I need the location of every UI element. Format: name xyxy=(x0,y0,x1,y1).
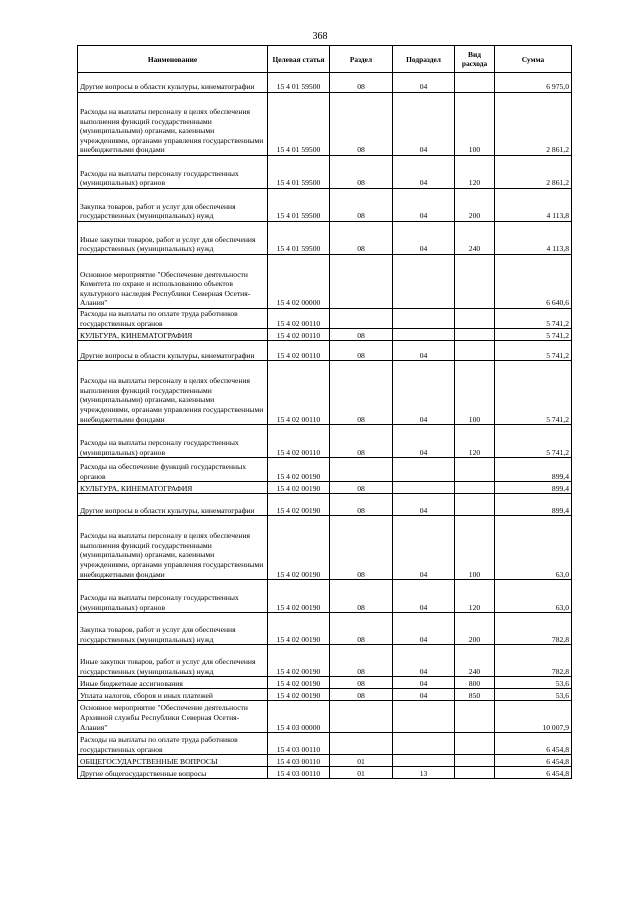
header-section: Раздел xyxy=(330,46,393,73)
row-amount-cell: 4 113,8 xyxy=(495,222,572,255)
row-article-cell: 15 4 02 00190 xyxy=(268,613,330,645)
row-name-cell: Другие вопросы в области культуры, кинематографии xyxy=(78,341,268,361)
table-row xyxy=(78,689,572,701)
row-subsection-cell: 04 xyxy=(393,189,455,222)
row-subsection-cell xyxy=(393,701,455,733)
row-article-cell: 15 4 01 59500 xyxy=(268,93,330,156)
row-section-cell: 08 xyxy=(330,580,393,613)
row-article-cell: 15 4 02 00190 xyxy=(268,458,330,482)
table-row xyxy=(78,425,572,458)
row-section-cell: 08 xyxy=(330,341,393,361)
table-header-row xyxy=(78,46,572,73)
row-section-cell: 08 xyxy=(330,222,393,255)
row-subsection-cell: 04 xyxy=(393,645,455,677)
row-name-cell: КУЛЬТУРА, КИНЕМАТОГРАФИЯ xyxy=(78,329,268,341)
table-row xyxy=(78,613,572,645)
row-section-cell: 08 xyxy=(330,93,393,156)
row-name-cell: Другие вопросы в области культуры, кинематографии xyxy=(78,494,268,516)
row-article-cell: 15 4 01 59500 xyxy=(268,156,330,189)
row-name-cell: Расходы на выплаты по оплате труда работников государственных органов xyxy=(78,309,268,329)
row-section-cell xyxy=(330,733,393,755)
row-expense-type-cell xyxy=(455,73,495,93)
row-amount-cell: 2 861,2 xyxy=(495,93,572,156)
row-section-cell xyxy=(330,458,393,482)
row-article-cell: 15 4 02 00190 xyxy=(268,482,330,494)
row-name-cell: КУЛЬТУРА, КИНЕМАТОГРАФИЯ xyxy=(78,482,268,494)
row-amount-cell: 5 741,2 xyxy=(495,341,572,361)
row-name-cell: Расходы на выплаты персоналу государственных (муниципальных) органов xyxy=(78,580,268,613)
row-article-cell: 15 4 02 00190 xyxy=(268,689,330,701)
row-expense-type-cell xyxy=(455,733,495,755)
row-section-cell: 08 xyxy=(330,189,393,222)
table-row xyxy=(78,189,572,222)
row-amount-cell: 6 454,8 xyxy=(495,733,572,755)
row-subsection-cell: 04 xyxy=(393,222,455,255)
header-subsection: Подраздел xyxy=(393,46,455,73)
row-amount-cell: 10 007,9 xyxy=(495,701,572,733)
row-amount-cell: 5 741,2 xyxy=(495,361,572,425)
row-amount-cell: 53,6 xyxy=(495,689,572,701)
row-section-cell: 08 xyxy=(330,613,393,645)
row-amount-cell: 4 113,8 xyxy=(495,189,572,222)
row-section-cell: 08 xyxy=(330,645,393,677)
header-article: Целевая статья xyxy=(268,46,330,73)
row-expense-type-cell xyxy=(455,482,495,494)
row-amount-cell: 53,6 xyxy=(495,677,572,689)
row-expense-type-cell: 120 xyxy=(455,580,495,613)
row-article-cell: 15 4 02 00000 xyxy=(268,255,330,309)
row-name-cell: Другие общегосударственные вопросы xyxy=(78,767,268,779)
row-amount-cell: 899,4 xyxy=(495,494,572,516)
row-amount-cell: 6 454,8 xyxy=(495,755,572,767)
row-article-cell: 15 4 01 59500 xyxy=(268,73,330,93)
row-subsection-cell: 04 xyxy=(393,156,455,189)
row-expense-type-cell xyxy=(455,767,495,779)
row-name-cell: Уплата налогов, сборов и иных платежей xyxy=(78,689,268,701)
row-expense-type-cell: 100 xyxy=(455,516,495,580)
row-subsection-cell xyxy=(393,458,455,482)
row-expense-type-cell: 240 xyxy=(455,645,495,677)
row-amount-cell: 6 640,6 xyxy=(495,255,572,309)
row-subsection-cell: 04 xyxy=(393,516,455,580)
row-subsection-cell: 04 xyxy=(393,361,455,425)
row-name-cell: Расходы на выплаты персоналу государственных (муниципальных) органов xyxy=(78,156,268,189)
row-article-cell: 15 4 02 00110 xyxy=(268,425,330,458)
header-name: Наименование xyxy=(78,46,268,73)
table-row xyxy=(78,767,572,779)
table-row xyxy=(78,255,572,309)
row-name-cell: Закупка товаров, работ и услуг для обеспечения государственных (муниципальных) нужд xyxy=(78,189,268,222)
row-article-cell: 15 4 02 00190 xyxy=(268,645,330,677)
row-amount-cell: 782,8 xyxy=(495,645,572,677)
row-subsection-cell: 04 xyxy=(393,689,455,701)
row-article-cell: 15 4 02 00110 xyxy=(268,341,330,361)
row-expense-type-cell xyxy=(455,494,495,516)
row-section-cell xyxy=(330,701,393,733)
row-section-cell: 08 xyxy=(330,516,393,580)
row-amount-cell: 6 975,0 xyxy=(495,73,572,93)
row-name-cell: Расходы на выплаты персоналу государственных (муниципальных) органов xyxy=(78,425,268,458)
row-section-cell xyxy=(330,309,393,329)
table-row xyxy=(78,755,572,767)
row-name-cell: Основное мероприятие "Обеспечение деятельности Архивной службы Республики Северная Осетия-Алания" xyxy=(78,701,268,733)
row-section-cell: 08 xyxy=(330,73,393,93)
row-amount-cell: 5 741,2 xyxy=(495,309,572,329)
row-subsection-cell: 04 xyxy=(393,494,455,516)
row-amount-cell: 6 454,8 xyxy=(495,767,572,779)
row-subsection-cell: 04 xyxy=(393,93,455,156)
row-expense-type-cell: 240 xyxy=(455,222,495,255)
table-row xyxy=(78,580,572,613)
row-amount-cell: 5 741,2 xyxy=(495,425,572,458)
row-section-cell: 01 xyxy=(330,755,393,767)
row-subsection-cell: 04 xyxy=(393,677,455,689)
row-section-cell: 08 xyxy=(330,689,393,701)
row-name-cell: Расходы на выплаты персоналу в целях обеспечения выполнения функций государственными (муниципальными) органами, казенными учреждениями, органами управления государственными внебюджетными фондами xyxy=(78,361,268,425)
row-subsection-cell: 04 xyxy=(393,580,455,613)
row-amount-cell: 63,0 xyxy=(495,580,572,613)
page-number: 368 xyxy=(312,31,328,42)
row-section-cell: 08 xyxy=(330,361,393,425)
row-article-cell: 15 4 02 00190 xyxy=(268,494,330,516)
row-section-cell: 08 xyxy=(330,677,393,689)
row-expense-type-cell: 200 xyxy=(455,613,495,645)
table-row xyxy=(78,494,572,516)
row-amount-cell: 899,4 xyxy=(495,482,572,494)
table-row xyxy=(78,516,572,580)
row-expense-type-cell xyxy=(455,458,495,482)
row-subsection-cell xyxy=(393,733,455,755)
row-expense-type-cell: 120 xyxy=(455,156,495,189)
table-row xyxy=(78,677,572,689)
row-name-cell: Расходы на выплаты персоналу в целях обеспечения выполнения функций государственными (муниципальными) органами, казенными учреждениями, органами управления государственными внебюджетными фондами xyxy=(78,516,268,580)
row-article-cell: 15 4 02 00190 xyxy=(268,677,330,689)
table-row xyxy=(78,361,572,425)
row-expense-type-cell xyxy=(455,329,495,341)
table-row xyxy=(78,482,572,494)
row-subsection-cell: 04 xyxy=(393,425,455,458)
row-subsection-cell: 04 xyxy=(393,73,455,93)
row-section-cell: 08 xyxy=(330,425,393,458)
row-name-cell: Иные закупки товаров, работ и услуг для обеспечения государственных (муниципальных) нужд xyxy=(78,645,268,677)
row-section-cell: 08 xyxy=(330,494,393,516)
row-name-cell: Закупка товаров, работ и услуг для обеспечения государственных (муниципальных) нужд xyxy=(78,613,268,645)
table-row xyxy=(78,329,572,341)
row-amount-cell: 63,0 xyxy=(495,516,572,580)
row-expense-type-cell: 800 xyxy=(455,677,495,689)
row-section-cell: 08 xyxy=(330,482,393,494)
row-article-cell: 15 4 02 00190 xyxy=(268,580,330,613)
row-expense-type-cell: 200 xyxy=(455,189,495,222)
row-expense-type-cell xyxy=(455,755,495,767)
row-subsection-cell xyxy=(393,329,455,341)
header-amount: Сумма xyxy=(495,46,572,73)
table-row xyxy=(78,341,572,361)
table-row xyxy=(78,309,572,329)
row-expense-type-cell: 120 xyxy=(455,425,495,458)
row-amount-cell: 782,8 xyxy=(495,613,572,645)
row-amount-cell: 5 741,2 xyxy=(495,329,572,341)
row-article-cell: 15 4 03 00110 xyxy=(268,733,330,755)
row-article-cell: 15 4 03 00000 xyxy=(268,701,330,733)
row-subsection-cell xyxy=(393,309,455,329)
row-section-cell: 01 xyxy=(330,767,393,779)
row-expense-type-cell xyxy=(455,255,495,309)
row-article-cell: 15 4 01 59500 xyxy=(268,222,330,255)
row-name-cell: Основное мероприятие "Обеспечение деятельности Комитета по охране и использованию объектов культурного наследия Республики Северная Осетия-Алания" xyxy=(78,255,268,309)
row-subsection-cell: 04 xyxy=(393,613,455,645)
row-name-cell: Иные бюджетные ассигнования xyxy=(78,677,268,689)
row-name-cell: Иные закупки товаров, работ и услуг для обеспечения государственных (муниципальных) нужд xyxy=(78,222,268,255)
table-row xyxy=(78,93,572,156)
budget-table xyxy=(77,45,572,779)
row-amount-cell: 2 861,2 xyxy=(495,156,572,189)
table-row xyxy=(78,645,572,677)
table-row xyxy=(78,156,572,189)
row-expense-type-cell xyxy=(455,341,495,361)
row-name-cell: ОБЩЕГОСУДАРСТВЕННЫЕ ВОПРОСЫ xyxy=(78,755,268,767)
row-article-cell: 15 4 01 59500 xyxy=(268,189,330,222)
row-subsection-cell: 04 xyxy=(393,341,455,361)
row-subsection-cell xyxy=(393,755,455,767)
row-article-cell: 15 4 02 00110 xyxy=(268,329,330,341)
row-name-cell: Расходы на обеспечение функций государственных органов xyxy=(78,458,268,482)
row-subsection-cell xyxy=(393,255,455,309)
row-article-cell: 15 4 02 00110 xyxy=(268,361,330,425)
row-section-cell: 08 xyxy=(330,329,393,341)
table-row xyxy=(78,222,572,255)
row-name-cell: Расходы на выплаты персоналу в целях обеспечения выполнения функций государственными (муниципальными) органами, казенными учреждениями, органами управления государственными внебюджетными фондами xyxy=(78,93,268,156)
row-expense-type-cell: 850 xyxy=(455,689,495,701)
row-article-cell: 15 4 02 00110 xyxy=(268,309,330,329)
row-expense-type-cell xyxy=(455,701,495,733)
row-article-cell: 15 4 03 00110 xyxy=(268,767,330,779)
row-section-cell xyxy=(330,255,393,309)
row-expense-type-cell xyxy=(455,309,495,329)
row-name-cell: Расходы на выплаты по оплате труда работников государственных органов xyxy=(78,733,268,755)
table-row xyxy=(78,73,572,93)
row-article-cell: 15 4 03 00110 xyxy=(268,755,330,767)
row-article-cell: 15 4 02 00190 xyxy=(268,516,330,580)
header-expense-type: Вид расхода xyxy=(455,46,495,73)
table-row xyxy=(78,458,572,482)
row-expense-type-cell: 100 xyxy=(455,361,495,425)
table-row xyxy=(78,733,572,755)
row-section-cell: 08 xyxy=(330,156,393,189)
row-amount-cell: 899,4 xyxy=(495,458,572,482)
table-row xyxy=(78,701,572,733)
row-subsection-cell xyxy=(393,482,455,494)
row-expense-type-cell: 100 xyxy=(455,93,495,156)
row-name-cell: Другие вопросы в области культуры, кинематографии xyxy=(78,73,268,93)
row-subsection-cell: 13 xyxy=(393,767,455,779)
